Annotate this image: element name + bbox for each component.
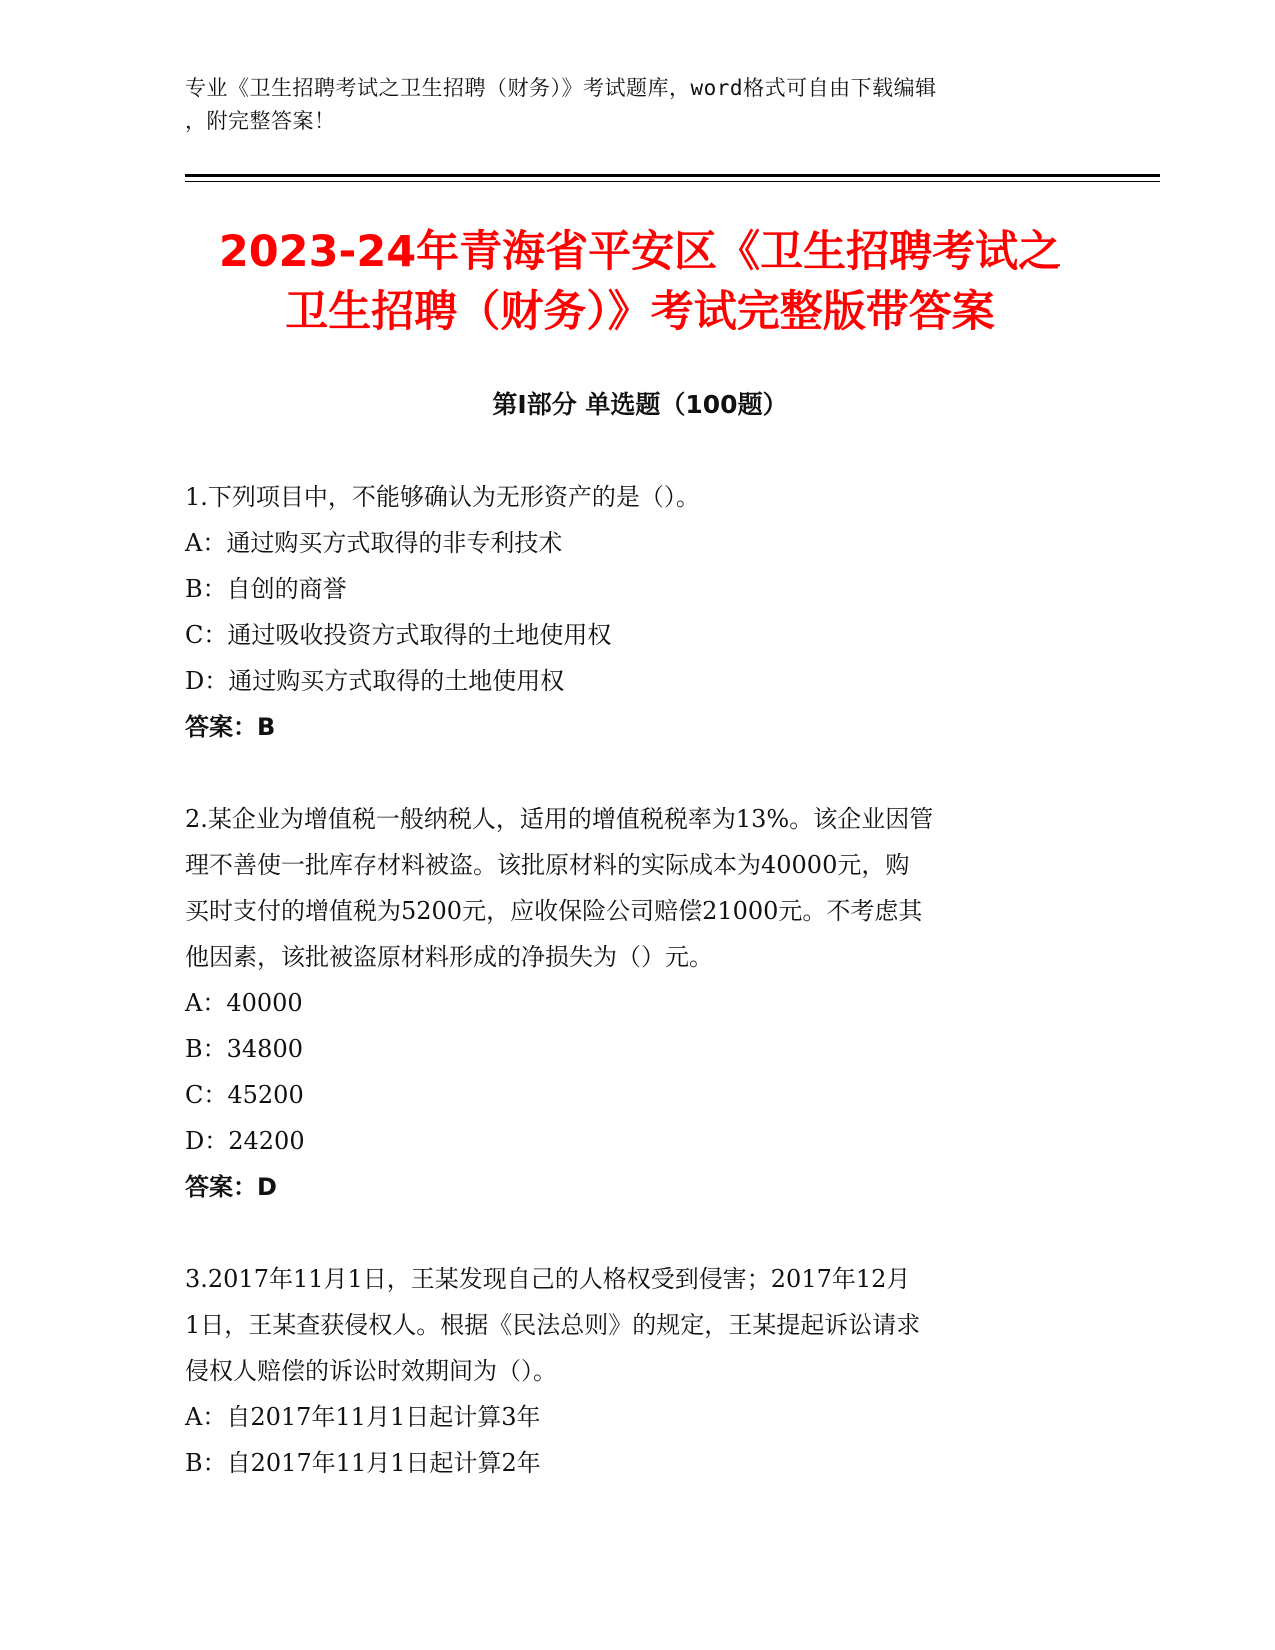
option-a: A：40000: [185, 989, 303, 1017]
option-a: A：通过购买方式取得的非专利技术: [185, 529, 563, 557]
option-b: B：34800: [185, 1035, 303, 1063]
header-note-line-1: 专业《卫生招聘考试之卫生招聘（财务）》考试题库，word格式可自由下载编辑: [185, 76, 937, 100]
header-note: [185, 72, 1075, 138]
header-note-line-2: ，附完整答案！: [185, 109, 336, 133]
option-d: D：24200: [185, 1127, 305, 1155]
option-b: B：自2017年11月1日起计算2年: [185, 1449, 541, 1477]
header-rule-thick: [185, 174, 1160, 177]
question-stem-line-1: 2.某企业为增值税一般纳税人，适用的增值税税率为13%。该企业因管: [185, 805, 934, 833]
question-stem-line-1: 3.2017年11月1日，王某发现自己的人格权受到侵害；2017年12月: [185, 1265, 911, 1293]
question-stem-line-3: 侵权人赔偿的诉讼时效期间为（）。: [185, 1357, 557, 1385]
answer: 答案：B: [185, 713, 276, 741]
option-c: C：45200: [185, 1081, 304, 1109]
header-rule-thin: [185, 181, 1160, 182]
document-title-line-1: 2023-24年青海省平安区《卫生招聘考试之: [218, 227, 1062, 277]
question-spacer: [185, 1210, 1075, 1256]
option-a: A：自2017年11月1日起计算3年: [185, 1403, 541, 1431]
question-1: [185, 474, 1075, 750]
document-title-line-2: 卫生招聘（财务）》考试完整版带答案: [285, 287, 995, 337]
question-2: [185, 796, 1075, 1210]
question-stem-line-3: 买时支付的增值税为5200元，应收保险公司赔偿21000元。不考虑其: [185, 897, 923, 925]
question-stem: 1.下列项目中，不能够确认为无形资产的是（）。: [185, 483, 700, 511]
question-stem-line-4: 他因素，该批被盗原材料形成的净损失为（）元。: [185, 943, 713, 971]
question-stem-line-2: 1日，王某查获侵权人。根据《民法总则》的规定，王某提起诉讼请求: [185, 1311, 921, 1339]
answer: 答案：D: [185, 1173, 277, 1201]
option-d: D：通过购买方式取得的土地使用权: [185, 667, 565, 695]
question-stem-line-2: 理不善使一批库存材料被盗。该批原材料的实际成本为40000元，购: [185, 851, 910, 879]
document-title: [185, 222, 1095, 342]
question-3: [185, 1256, 1075, 1486]
section-heading: 第Ⅰ部分 单选题（100题）: [492, 390, 788, 419]
question-list: [185, 474, 1075, 1486]
question-spacer: [185, 750, 1075, 796]
option-c: C：通过吸收投资方式取得的土地使用权: [185, 621, 612, 649]
option-b: B：自创的商誉: [185, 575, 347, 603]
